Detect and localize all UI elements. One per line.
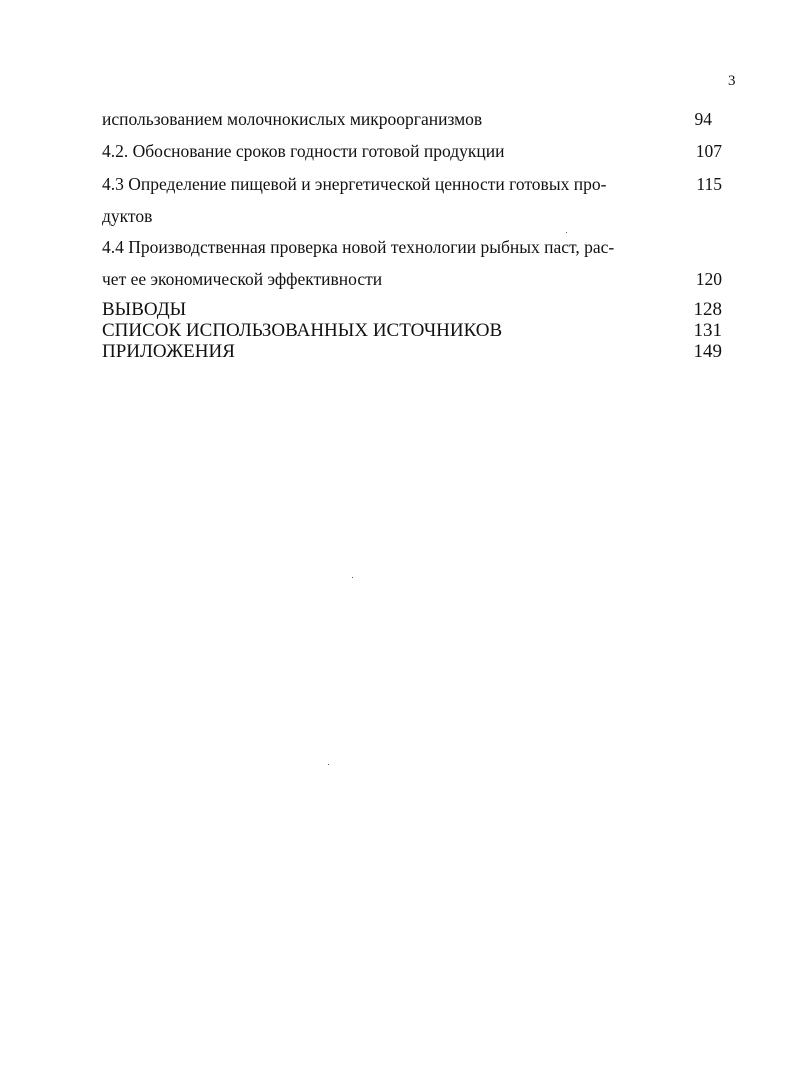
toc-entry-page: 120: [695, 269, 722, 289]
toc-entry-text: ВЫВОДЫ: [102, 299, 187, 320]
toc-entry-text: ПРИЛОЖЕНИЯ: [102, 341, 235, 362]
toc-entry-text: дуктов: [102, 206, 153, 226]
scan-speck: [352, 577, 353, 578]
toc-entry-text: 4.4 Производственная проверка новой технологии рыбных паст, рас-: [102, 237, 615, 257]
scan-speck: [328, 764, 329, 765]
toc-entry-page: 107: [695, 141, 722, 161]
toc-entry-text: 4.2. Обоснование сроков годности готовой продукции: [102, 141, 505, 161]
toc-entry-page: 115: [696, 174, 722, 194]
toc-entry-page: 131: [693, 320, 722, 341]
toc-entry-text: чет ее экономической эффективности: [102, 269, 383, 289]
toc-entry-text: использованием молочнокислых микроорганизмов: [102, 109, 483, 129]
toc-entry-text: 4.3 Определение пищевой и энергетической ценности готовых про-: [102, 174, 607, 194]
page-number: 3: [728, 73, 736, 89]
scan-speck: [566, 232, 567, 233]
toc-entry-page: 94: [694, 109, 712, 129]
toc-entry-page: 128: [693, 299, 722, 320]
toc-entry-text: СПИСОК ИСПОЛЬЗОВАННЫХ ИСТОЧНИКОВ: [102, 320, 503, 341]
toc-entry-page: 149: [693, 341, 722, 362]
